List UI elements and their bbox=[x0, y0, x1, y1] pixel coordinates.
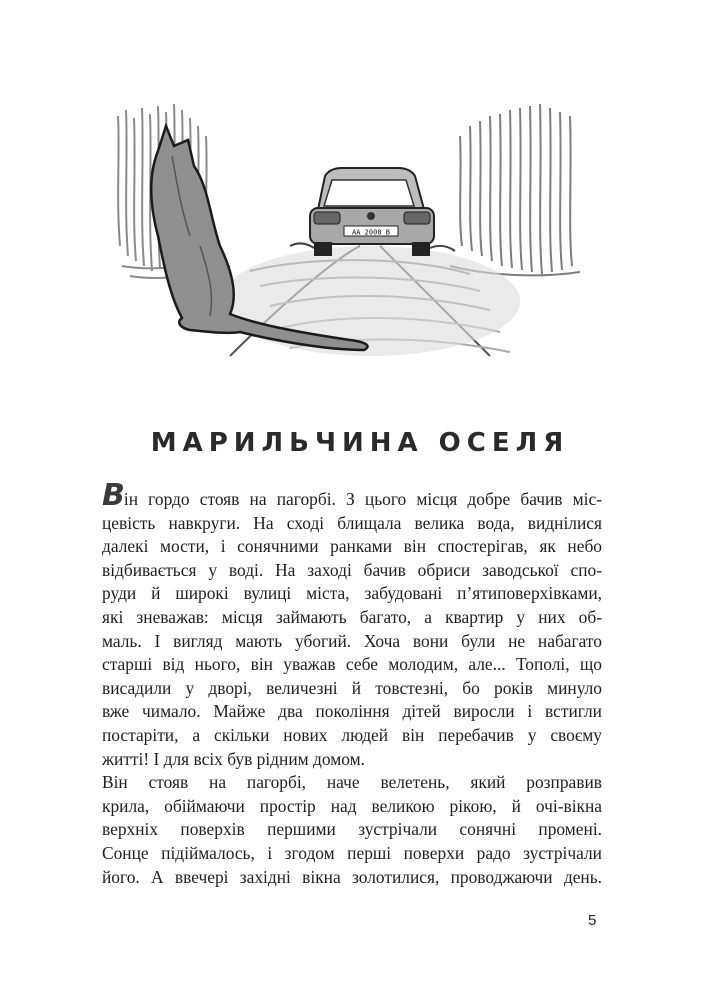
text-line bbox=[102, 771, 602, 795]
text-line: крила, обіймаючи простір над великою рікою, й очі-вікна bbox=[102, 795, 602, 816]
text-line: які зневажав: місця займають багато, а квартир у них об- bbox=[102, 606, 602, 627]
paragraph-2 bbox=[102, 771, 602, 889]
text-line-content: ін гордо стояв на пагорбі. З цього місця добре бачив міс- bbox=[123, 489, 602, 509]
car-icon bbox=[290, 168, 455, 256]
text-line: маль. І вигляд мають убогий. Хоча вони були не набагато bbox=[102, 630, 602, 651]
paragraph-1 bbox=[102, 478, 602, 771]
right-trees-hatching bbox=[450, 104, 580, 275]
text-line: висадили у дворі, величезні й товстезні, бо років минуло bbox=[102, 677, 602, 698]
chapter-title: МАРИЛЬЧИНА ОСЕЛЯ bbox=[150, 428, 570, 458]
text-line: житті! І для всіх був рідним домом. bbox=[102, 748, 365, 769]
drop-cap: В bbox=[102, 478, 124, 513]
text-line: постаріти, а скільки нових людей він перебачив у своєму bbox=[102, 724, 602, 745]
text-line bbox=[102, 478, 602, 513]
license-plate: АА 2008 В bbox=[352, 228, 390, 237]
road-surface bbox=[220, 246, 520, 356]
body-text bbox=[102, 478, 602, 889]
text-line: старші від нього, він уважав себе молодим, але... Тополі, що bbox=[102, 654, 602, 675]
text-line-content: Він стояв на пагорбі, наче велетень, який розправив bbox=[102, 772, 602, 793]
text-line: вже чимало. Майже два покоління дітей виросли і встигли bbox=[102, 701, 602, 722]
text-line: руди й широкі вулиці міста, забудовані п’ятиповерхівками, bbox=[102, 583, 602, 604]
text-line: відбивається у воді. На заході бачив обриси заводської спо- bbox=[102, 559, 602, 580]
text-line: верхніх поверхів першими зустрічали сонячні промені. bbox=[102, 819, 602, 840]
text-line: цевість навкруги. На сході блищала велика вода, виднілися bbox=[102, 512, 602, 533]
page-number: 5 bbox=[588, 912, 597, 929]
text-line: його. А ввечері західні вікна золотилися, проводжаючи день. bbox=[102, 866, 602, 887]
text-line: далекі мости, і сонячними ранками він спостерігав, як небо bbox=[102, 536, 602, 557]
text-line: Сонце підіймалось, і згодом перші поверхи радо зустрічали bbox=[102, 842, 602, 863]
cat-and-car-illustration bbox=[110, 96, 590, 366]
